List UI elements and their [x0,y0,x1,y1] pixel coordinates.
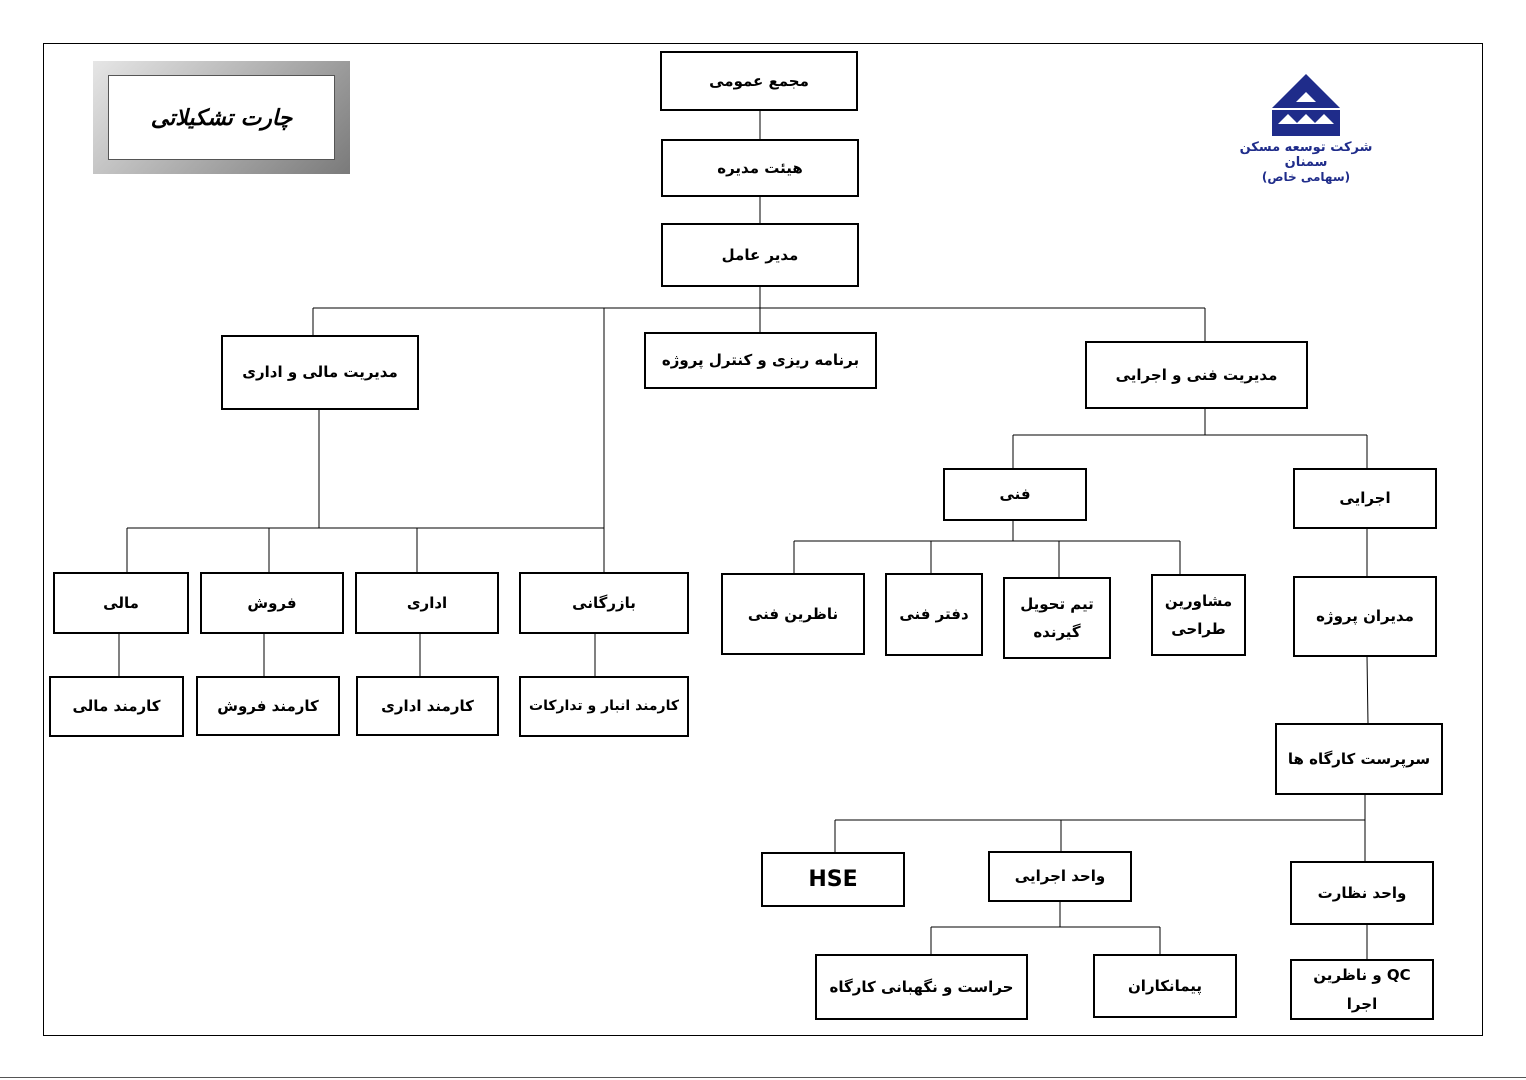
node-workshop-supervisor: سرپرست کارگاه ها [1275,723,1443,795]
node-tech-supervisors: ناظرین فنی [721,573,865,655]
company-name: شرکت توسعه مسکن سمنان [1239,140,1373,170]
delivery-team-line-2: گیرنده [1033,623,1081,641]
house-roof-logo-icon [1270,72,1342,138]
node-planning: برنامه ریزی و کنترل پروژه [644,332,877,389]
node-sales: فروش [200,572,344,634]
node-exec-unit: واحد اجرایی [988,851,1132,902]
chart-title-box [93,61,350,174]
node-technical: فنی [943,468,1087,521]
node-executive: اجرایی [1293,468,1437,529]
node-tech-exec: مدیریت فنی و اجرایی [1085,341,1308,409]
node-hse: HSE [761,852,905,907]
node-sales-staff: کارمند فروش [196,676,340,736]
node-finance: مالی [53,572,189,634]
node-design-consultants [1151,574,1246,656]
node-commerce: بازرگانی [519,572,689,634]
node-general-assembly: مجمع عمومی [660,51,858,111]
design-consultants-line-1: مشاورین [1164,591,1233,610]
node-supervision-unit: واحد نظارت [1290,861,1434,925]
node-board: هیئت مدیره [661,139,859,197]
company-type: (سهامی خاص) [1261,170,1351,184]
node-admin-staff: کارمند اداری [356,676,499,736]
node-security: حراست و نگهبانی کارگاه [815,954,1028,1020]
node-tech-office: دفتر فنی [885,573,983,656]
delivery-team-line-1: تیم تحویل [1020,594,1094,613]
node-project-managers: مدیران پروژه [1293,576,1437,657]
node-admin: اداری [355,572,499,634]
node-qc: QC و ناظرین اجرا [1290,959,1434,1020]
node-warehouse-staff: کارمند انبار و تدارکات [519,676,689,737]
node-ceo: مدیر عامل [661,223,859,287]
design-consultants-line-2: طراحی [1171,620,1226,638]
node-finance-admin: مدیریت مالی و اداری [221,335,419,410]
node-finance-staff: کارمند مالی [49,676,184,737]
node-contractors: پیمانکاران [1093,954,1237,1018]
chart-title: چارت تشکیلاتی [108,75,335,160]
company-logo [1226,72,1386,192]
node-delivery-team [1003,577,1111,659]
